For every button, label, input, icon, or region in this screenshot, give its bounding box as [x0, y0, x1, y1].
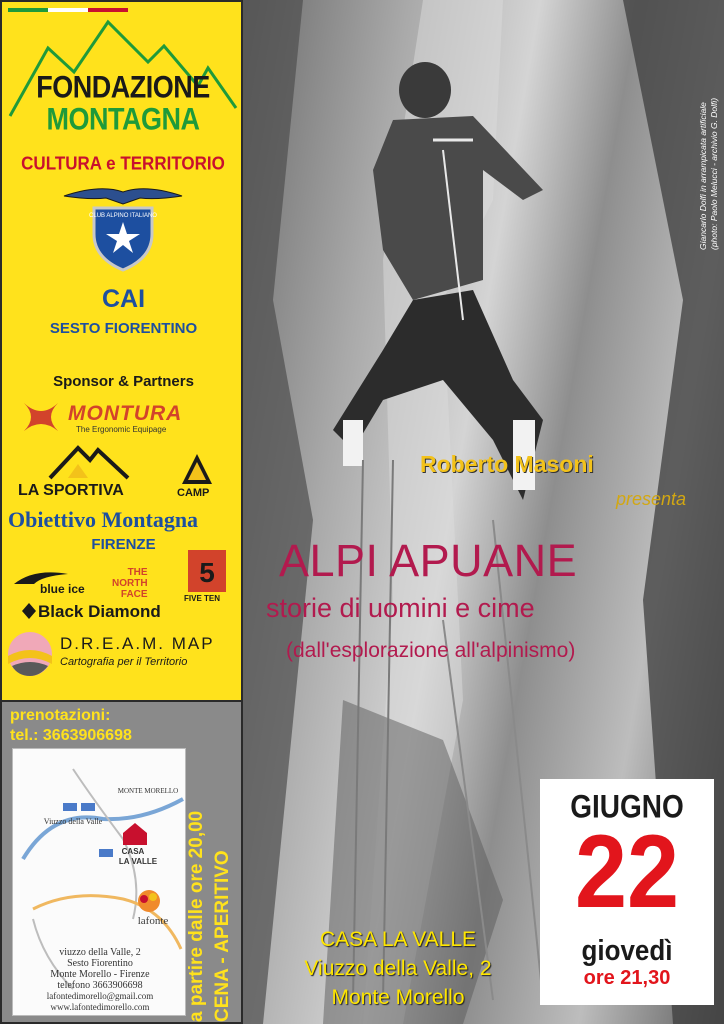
dinner-type: CENA - APERITIVO	[212, 850, 233, 1022]
sponsors-title: Sponsor & Partners	[53, 373, 194, 390]
address-email[interactable]: lafontedimorello@gmail.com	[46, 991, 154, 1001]
dinner-time: a partire dalle ore 20,00	[186, 810, 207, 1022]
date-box	[540, 779, 714, 1005]
address-line-1: viuzzo della Valle, 2	[59, 947, 141, 958]
lasportiva-mountain-icon	[48, 442, 130, 480]
event-subtitle-2: (dall'esplorazione all'alpinismo)	[286, 639, 576, 662]
cai-name: CAI	[101, 285, 146, 313]
sidebar-sponsors	[0, 0, 243, 702]
address-line-4: telefono 3663906698	[57, 980, 143, 991]
lafonte-logo-icon	[133, 887, 165, 915]
obiettivo-firenze: FIRENZE	[91, 536, 156, 553]
montura-x-icon	[20, 399, 62, 435]
map-label-viuzzo: Viuzzo della Valle	[43, 817, 103, 826]
svg-text:5: 5	[199, 557, 215, 588]
cai-city: SESTO FIORENTINO	[49, 320, 198, 337]
venue-block	[268, 925, 528, 1012]
fiveten-label: FIVE TEN	[184, 594, 221, 603]
dinner-info	[184, 760, 244, 1020]
italian-flag-stripe	[8, 8, 128, 12]
montura-logo: MONTURA	[68, 402, 183, 425]
booking-label: prenotazioni:	[10, 707, 111, 724]
date-time: ore 21,30	[583, 967, 671, 989]
address-website[interactable]: www.lafontedimorello.com	[50, 1002, 150, 1012]
logo-line-montagna: MONTAGNA	[46, 101, 200, 137]
map-label-monte-morello: MONTE MORELLO	[117, 787, 179, 795]
date-month: GIUGNO	[570, 788, 684, 825]
camp-logo-icon	[180, 452, 214, 486]
map-label-lavalle: LA VALLE	[118, 857, 158, 866]
obiettivo-montagna-logo: Obiettivo Montagna	[8, 507, 199, 532]
venue-street: Viuzzo della Valle, 2	[304, 957, 492, 980]
event-subtitle: storie di uomini e cime	[266, 593, 535, 623]
dreammap-circle-icon	[6, 630, 54, 678]
logo-line-cultura: CULTURA e TERRITORIO	[21, 153, 225, 174]
fondazione-montagna-logo	[8, 8, 238, 198]
event-title: ALPI APUANE	[279, 535, 578, 586]
photo-credit-line-1: Giancarlo Dolfi in arrampicata artificiale	[698, 102, 708, 250]
fiveten-logo-icon	[188, 550, 226, 592]
photo-credit	[696, 10, 724, 250]
lasportiva-logo: LA SPORTIVA	[18, 482, 124, 499]
location-map	[12, 748, 186, 1016]
cai-eagle-emblem-icon	[60, 182, 186, 272]
booking-phone: tel.: 3663906698	[10, 727, 132, 744]
presenter-name: Roberto Masoni	[420, 451, 594, 477]
logo-line-fondazione: FONDAZIONE	[36, 69, 210, 105]
date-weekday: giovedì	[581, 933, 673, 967]
northface-logo: THE NORTH FACE	[112, 567, 148, 600]
photo-credit-line-2: (photo: Paolo Melucci - archivio G. Dolfi)	[709, 97, 719, 250]
address-line-3: Monte Morello - Firenze	[50, 969, 150, 980]
map-label-lafonte: lafonte	[137, 915, 169, 927]
map-label-casa: CASA	[121, 847, 145, 856]
dreammap-tagline: Cartografia per il Territorio	[60, 656, 188, 668]
blackdiamond-logo: Black Diamond	[38, 602, 161, 621]
venue-locality: Monte Morello	[331, 986, 465, 1009]
camp-logo: CAMP	[177, 487, 210, 499]
svg-text:CLUB ALPINO ITALIANO: CLUB ALPINO ITALIANO	[89, 213, 157, 219]
venue-name: CASA LA VALLE	[319, 928, 477, 951]
diamond-icon	[22, 603, 36, 619]
dreammap-logo: D.R.E.A.M. MAP	[60, 634, 215, 653]
montura-tagline: The Ergonomic Equipage	[76, 425, 167, 434]
date-day: 22	[574, 814, 680, 930]
presenta-label: presenta	[616, 489, 687, 509]
blueice-logo: blue ice	[40, 582, 85, 596]
address-line-2: Sesto Fiorentino	[67, 958, 133, 969]
